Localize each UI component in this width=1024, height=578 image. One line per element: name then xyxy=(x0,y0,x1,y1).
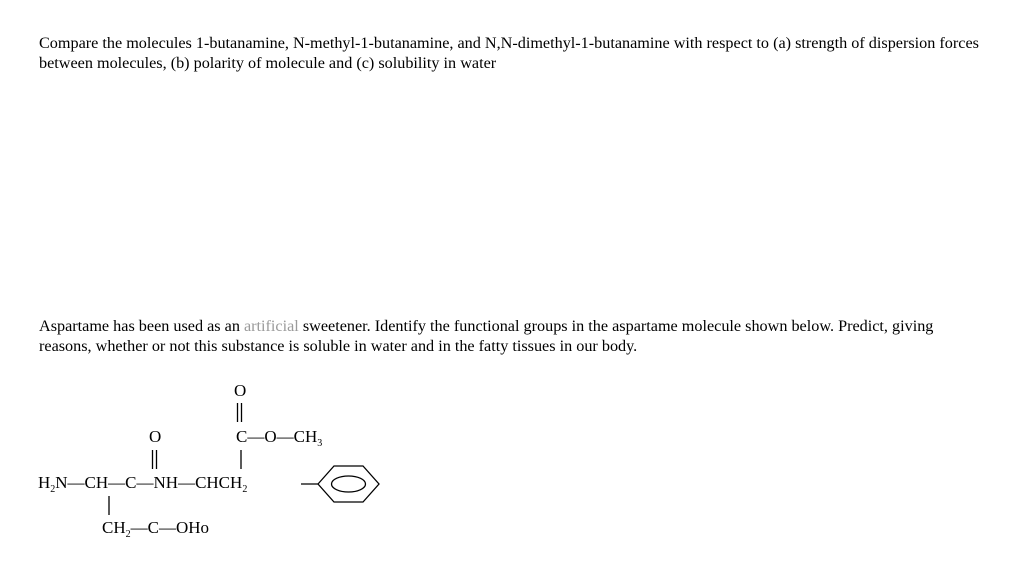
ester-carbonyl-oxygen: O xyxy=(234,381,247,400)
backbone: $H_2N—CH—C—NH—CHCH_2$ xyxy=(38,473,248,495)
aspartame-structure xyxy=(0,370,420,550)
question-2-faded-word: artificial xyxy=(243,317,299,335)
question-1-text: Compare the molecules 1-butanamine, N-methyl-1-butanamine, and N,N-dimethyl-1-butanamine with respect to (a) strength of dispersion forces between molecules, (b) polarity of molecule and (c) solubility in water xyxy=(39,34,979,72)
amide-carbonyl-oxygen: O xyxy=(149,427,162,446)
question-2-text-before: Aspartame has been used as an xyxy=(39,317,244,335)
question-1 xyxy=(39,33,984,73)
benzene-ring xyxy=(318,466,379,502)
question-2-text-after: sweetener. Identify the functional groups in the aspartame molecule shown below. Predict, giving reasons, whether or not this substance is soluble in water and in the fatty tissues in our body. xyxy=(39,317,934,355)
benzene-aromatic-circle xyxy=(332,476,366,492)
side-chain: $CH_2—C—OHo$ xyxy=(102,518,210,540)
ester-chain: $C—O—CH_3$ xyxy=(236,427,323,449)
question-2 xyxy=(39,316,984,356)
